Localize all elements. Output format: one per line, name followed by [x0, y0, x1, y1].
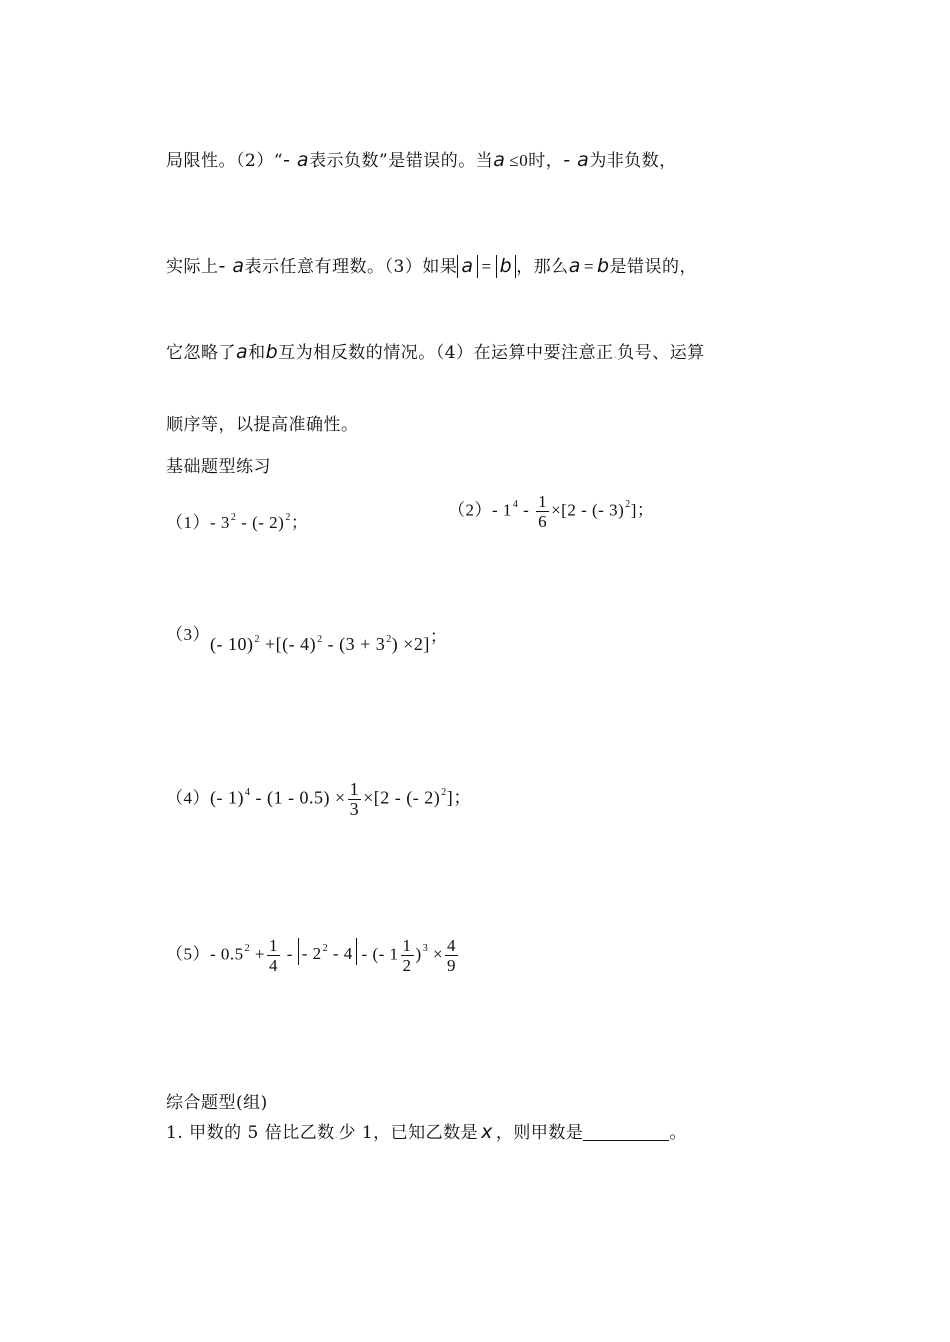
problem-1 — [166, 508, 308, 533]
exponent: 2 — [625, 499, 631, 511]
fraction — [348, 780, 362, 819]
text: 是错误的， — [609, 257, 697, 277]
numerator: 1 — [269, 936, 279, 955]
intro-line-2 — [166, 252, 697, 278]
math-a: a — [461, 255, 474, 277]
mark-dot: . — [334, 1130, 339, 1141]
expr: - 1 — [492, 500, 512, 520]
answer-blank[interactable] — [583, 1122, 669, 1141]
problem-5 — [166, 936, 460, 975]
math-neg-a: - a — [563, 149, 590, 171]
math-eq: = — [481, 257, 492, 276]
exponent: 2 — [244, 943, 251, 955]
intro-line-1 — [166, 146, 677, 171]
expr: ]； — [446, 787, 472, 808]
text: 为非负数， — [589, 151, 677, 171]
exponent: 2 — [317, 634, 323, 645]
text: 实际上 — [166, 257, 219, 277]
text: 负号、运算 — [617, 343, 705, 363]
problem-label: （2） — [448, 500, 492, 520]
exponent: 2 — [254, 634, 260, 645]
denominator: 9 — [447, 956, 457, 975]
expr: - 4 — [328, 944, 353, 964]
expr: × — [428, 944, 444, 964]
exponent: 2 — [285, 512, 291, 523]
denominator: 3 — [349, 799, 360, 819]
expr: ×[2 - (- 3) — [551, 500, 625, 520]
expr: - (3 + 3 — [322, 634, 386, 654]
text: 表示任意有理数。（3）如果 — [244, 257, 458, 277]
expr: ) ×2] — [391, 634, 430, 654]
expr: +[(- 4) — [259, 634, 317, 654]
math-le0: ≤0 — [509, 151, 529, 170]
numerator: 1 — [402, 936, 412, 955]
problem-2 — [448, 492, 654, 531]
math-x: x — [481, 1121, 493, 1143]
denominator: 2 — [402, 956, 412, 975]
text: ，那么 — [516, 257, 569, 277]
text: ，则甲数是 — [495, 1123, 584, 1143]
question-1 — [166, 1118, 687, 1143]
fraction — [401, 936, 414, 975]
expr: - — [282, 944, 298, 964]
exponent: 2 — [386, 634, 392, 645]
expr: - 3 — [210, 513, 230, 532]
math-b: b — [265, 341, 279, 363]
text: 。 — [669, 1123, 687, 1143]
math-neg-a: - a — [283, 149, 310, 171]
problem-label: （4） — [166, 788, 210, 808]
math-a: a — [568, 255, 581, 277]
intro-line-4: 顺序等，以提高准确性。 — [166, 415, 359, 435]
expr: - (1 - 0.5) × — [250, 787, 346, 808]
expr: ； — [429, 627, 448, 646]
expr: (- 1) — [210, 787, 244, 808]
math-b: b — [499, 255, 513, 277]
math-a: a — [236, 341, 249, 363]
problem-3 — [166, 620, 447, 655]
denominator: 4 — [269, 956, 279, 975]
section-title-combined: 综合题型(组) — [166, 1093, 268, 1113]
expr: ]； — [630, 500, 655, 520]
exponent: 2 — [322, 943, 329, 955]
expr: - (- 1 — [356, 944, 399, 964]
problem-label: （3） — [166, 625, 210, 644]
expr: + — [250, 944, 266, 964]
text: 局限性。（2）“ — [166, 151, 284, 171]
fraction — [267, 936, 280, 975]
exponent: 4 — [512, 499, 519, 511]
text: 1. 甲数的 5 倍比乙数 — [166, 1123, 335, 1143]
math-neg-a: - a — [218, 255, 245, 277]
expr: - — [518, 500, 535, 520]
text: 表示负数”是错误的。当 — [309, 151, 494, 171]
text: 时， — [528, 151, 564, 171]
exponent: 3 — [422, 943, 429, 955]
problem-label: （5） — [166, 944, 210, 964]
expr: - (- 2) — [236, 513, 285, 532]
fraction — [445, 936, 458, 975]
numerator: 4 — [447, 936, 457, 955]
exponent: 2 — [441, 787, 447, 799]
abs-a — [457, 255, 477, 278]
expr: ； — [290, 513, 309, 532]
expr: (- 10) — [210, 634, 254, 654]
expr: ) — [415, 944, 422, 964]
abs-expr — [298, 938, 357, 965]
fraction — [536, 492, 549, 531]
expr: - 0.5 — [210, 944, 244, 964]
exponent: 2 — [230, 512, 237, 523]
text: 互为相反数的情况。（4）在运算中要注意正 — [278, 343, 614, 363]
math-b: b — [596, 255, 610, 277]
denominator: 6 — [538, 512, 548, 531]
expr: - 2 — [301, 944, 322, 964]
mark-dot: . — [613, 350, 618, 361]
math-eq: = — [583, 257, 594, 276]
abs-b — [496, 255, 517, 278]
text: 和 — [248, 343, 266, 363]
exponent: 4 — [244, 787, 251, 799]
text: 少 1，已知乙数是 — [338, 1123, 479, 1143]
text: 它忽略了 — [166, 343, 236, 363]
math-a: a — [493, 149, 506, 171]
section-title-basic: 基础题型练习 — [166, 457, 271, 477]
expr: ×[2 - (- 2) — [363, 787, 441, 808]
problem-label: （1） — [166, 513, 210, 532]
problem-4 — [166, 780, 472, 819]
numerator: 1 — [349, 779, 360, 799]
intro-line-3 — [166, 338, 705, 363]
numerator: 1 — [538, 492, 548, 511]
